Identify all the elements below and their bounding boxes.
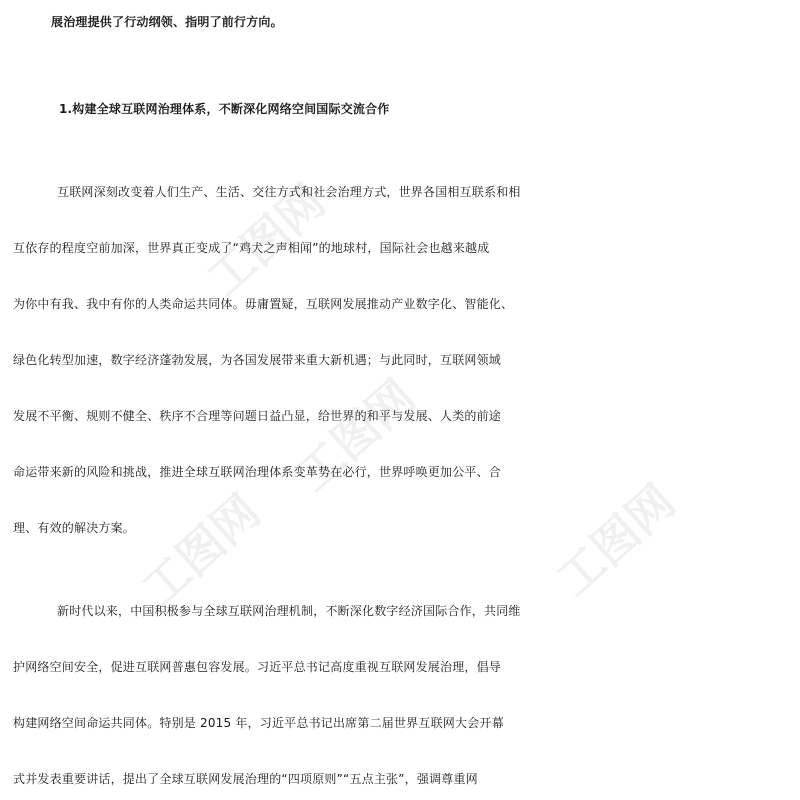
paragraph-line: 互依存的程度空前加深，世界真正变成了“鸡犬之声相闻”的地球村，国际社会也越来越成 (13, 241, 490, 255)
paragraph-line: 新时代以来，中国积极参与全球互联网治理机制，不断深化数字经济国际合作，共同维 (57, 604, 521, 618)
paragraph-line: 发展不平衡、规则不健全、秩序不合理等问题日益凸显，给世界的和平与发展、人类的前途 (13, 409, 502, 423)
watermark-logo: 工图网 (196, 173, 336, 307)
paragraph-line: 构建网络空间命运共同体。特别是 2015 年，习近平总书记出席第二届世界互联网大会开幕 (13, 716, 504, 730)
paragraph-line: 为你中有我、我中有你的人类命运共同体。毋庸置疑，互联网发展推动产业数字化、智能化、 (13, 297, 514, 311)
intro-tail-line: 展治理提供了行动纲领、指明了前行方向。 (51, 15, 283, 29)
paragraph-line: 命运带来新的风险和挑战，推进全球互联网治理体系变革势在必行，世界呼唤更加公平、合 (13, 465, 502, 479)
watermark-logo: 工图网 (546, 473, 686, 607)
paragraph-line: 理、有效的解决方案。 (13, 521, 136, 535)
paragraph-line: 互联网深刻改变着人们生产、生活、交往方式和社会治理方式，世界各国相互联系和相 (57, 185, 521, 199)
section-heading: 1.构建全球互联网治理体系，不断深化网络空间国际交流合作 (59, 102, 390, 116)
paragraph-line: 护网络空间安全，促进互联网普惠包容发展。习近平总书记高度重视互联网发展治理，倡导 (13, 660, 502, 674)
watermark-logo: 工图网 (131, 483, 271, 617)
paragraph-line: 式并发表重要讲话，提出了全球互联网发展治理的“四项原则”“五点主张”，强调尊重网 (13, 772, 478, 786)
paragraph-line: 绿色化转型加速，数字经济蓬勃发展，为各国发展带来重大新机遇；与此同时，互联网领域 (13, 353, 502, 367)
watermark-logo: 工图网 (286, 368, 426, 502)
